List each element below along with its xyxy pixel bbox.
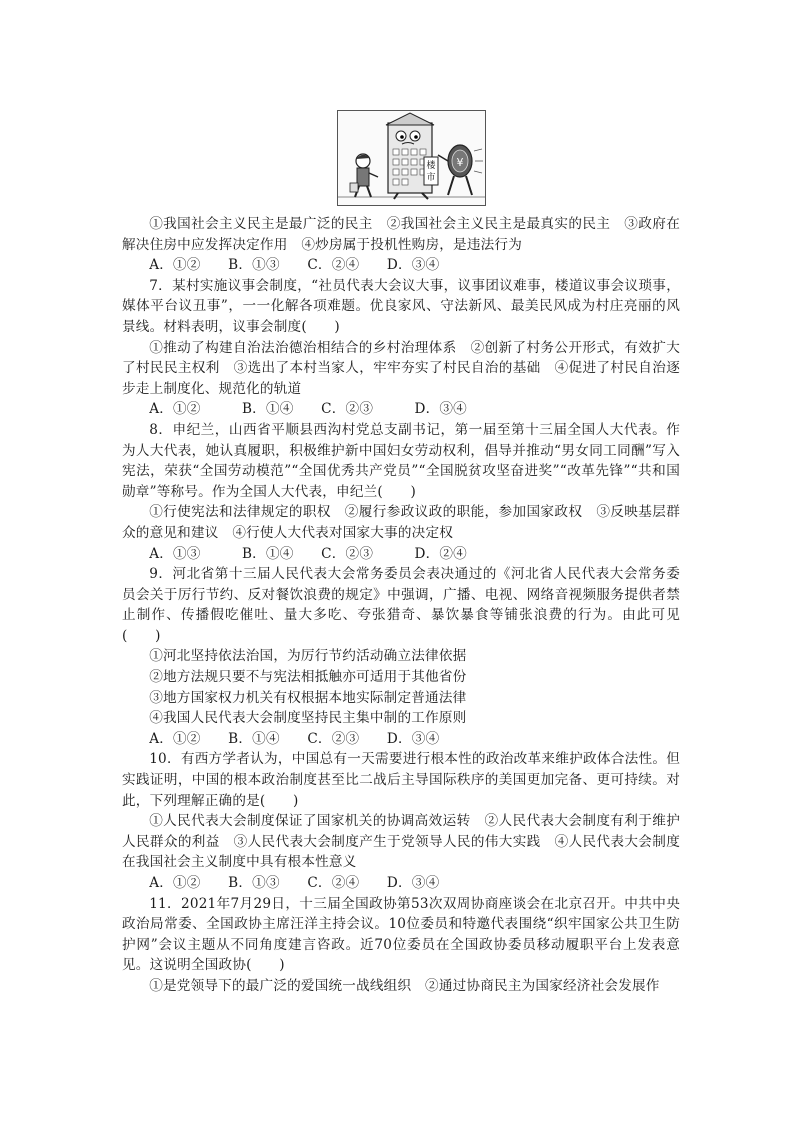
- q9-statement-2: ②地方法规只要不与宪法相抵触亦可适用于其他省份: [149, 669, 467, 686]
- q7-statements: ①推动了构建自治法治德治相结合的乡村治理体系 ②创新了村务公开形式，有效扩大了村民民主权利 ③选出了本村当家人，牢牢夯实了村民自治的基础 ④促进了村民自治逐步走上制度化、规范化的轨道: [122, 339, 680, 397]
- q8-statements: ①行使宪法和法律规定的职权 ②履行参政议政的职能，参加国家政权 ③反映基层群众的意见和建议 ④行使人大代表对国家大事的决定权: [122, 504, 680, 541]
- q11-stem: 11．2021年7月29日，十三届全国政协第53次双周协商座谈会在北京召开。中共中央政治局常委、全国政协主席汪洋主持会议。10位委员和特邀代表围绕“织牢国家公共卫生防护网”会议主题从不同角度建言咨政。近70位委员在全国政协委员移动履职平台上发表意见。这说明全国政协( ): [122, 895, 680, 974]
- q11-statements: ①是党领导下的最广泛的爱国统一战线组织 ②通过协商民主为国家经济社会发展作: [149, 977, 660, 994]
- q8-options: A．①③ B．①④ C．②③ D．②④: [149, 545, 467, 562]
- q6-options: A．①② B．①③ C．②④ D．③④: [149, 257, 440, 274]
- q10-stem: 10．有西方学者认为，中国总有一天需要进行根本性的政治改革来维护政体合法性。但实践证明，中国的根本政治制度甚至比二战后主导国际秩序的美国更加完备、更可持续。对此，下列理解正确的是( ): [122, 751, 680, 809]
- q10-statements: ①人民代表大会制度保证了国家机关的协调高效运转 ②人民代表大会制度有利于维护人民群众的利益 ③人民代表大会制度产生于党领导人民的伟大实践 ④人民代表大会制度在我国社会主义制度中具有根本性意义: [122, 813, 680, 871]
- housing-market-cartoon: [338, 111, 485, 205]
- building-sign-bottom: 市: [426, 173, 436, 183]
- q7-options: A．①② B．①④ C．②③ D．③④: [149, 401, 467, 418]
- q8-stem: 8．申纪兰，山西省平顺县西沟村党总支副书记，第一届至第十三届全国人大代表。作为人大代表，她认真履职，积极维护新中国妇女劳动权利，倡导并推动“男女同工同酬”写入宪法，荣获“全国劳动模范”“全国优秀共产党员”“全国脱贫攻坚奋进奖”“改革先锋”“共和国勋章”等称号。作为全国人大代表，申纪兰( ): [122, 421, 680, 500]
- q10-options: A．①② B．①③ C．②④ D．③④: [149, 875, 440, 891]
- q9-statement-4: ④我国人民代表大会制度坚持民主集中制的工作原则: [149, 710, 467, 727]
- q9-stem: 9．河北省第十三届人民代表大会常务委员会表决通过的《河北省人民代表大会常务委员会关于厉行节约、反对餐饮浪费的规定》中强调，广播、电视、网络音视频服务提供者禁止制作、传播假吃催吐、量大多吃、夸张猎奇、暴饮暴食等铺张浪费的行为。由此可见( ): [122, 566, 680, 644]
- question-content: [122, 214, 680, 997]
- q6-statements: ①我国社会主义民主是最广泛的民主 ②我国社会主义民主是最真实的民主 ③政府在解决住房中应发挥决定作用 ④炒房属于投机性购房，是违法行为: [122, 216, 680, 253]
- building-sign-top: 楼: [426, 161, 436, 171]
- q9-statement-3: ③地方国家权力机关有权根据本地实际制定普通法律: [149, 689, 467, 706]
- cartoon-illustration: [337, 110, 486, 206]
- q9-statement-1: ①河北坚持依法治国，为厉行节约活动确立法律依据: [149, 648, 467, 665]
- q9-options: A．①② B．①④ C．②③ D．③④: [149, 730, 440, 747]
- q7-stem: 7．某村实施议事会制度，“社员代表大会议大事，议事团议难事，楼道议事会议琐事，媒体平台议丑事”，一一化解各项难题。优良家风、守法新风、最美民风成为村庄亮丽的风景线。材料表明，议事会制度( ): [122, 277, 680, 335]
- coin-symbol: ¥: [456, 156, 464, 169]
